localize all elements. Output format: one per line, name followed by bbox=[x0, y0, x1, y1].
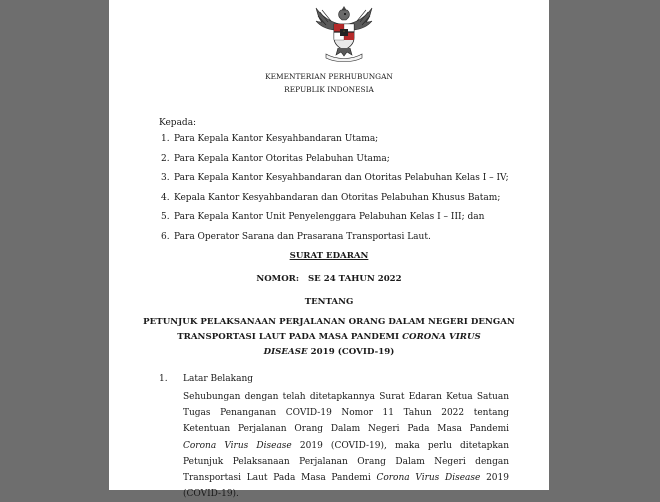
document-number: NOMOR: SE 24 TAHUN 2022 bbox=[256, 274, 402, 284]
section-number: 1. bbox=[159, 374, 168, 384]
list-item: 3. Para Kepala Kantor Kesyahbandaran dan Otoritas Pelabuhan Kelas I – IV; bbox=[161, 173, 509, 184]
about-label: TENTANG bbox=[304, 297, 354, 307]
recipients-label: Kepada: bbox=[159, 118, 197, 128]
list-item: 6. Para Operator Sarana dan Prasarana Transportasi Laut. bbox=[161, 231, 431, 242]
list-item: 4. Kepala Kantor Kesyahbandaran dan Otoritas Pelabuhan Khusus Batam; bbox=[161, 192, 501, 203]
document-subject: PETUNJUK PELAKSANAAN PERJALANAN ORANG DALAM NEGERI DENGAN TRANSPORTASI LAUT PADA MASA PANDEMI CORONA VIRUS DISEASE 2019 (COVID-19) bbox=[143, 317, 515, 357]
list-item: 2. Para Kepala Kantor Otoritas Pelabuhan Utama; bbox=[161, 153, 390, 164]
ministry-name: KEMENTERIAN PERHUBUNGAN bbox=[265, 72, 393, 81]
republic-name: REPUBLIK INDONESIA bbox=[284, 85, 374, 94]
document-page bbox=[109, 0, 549, 500]
section-title: Latar Belakang bbox=[183, 374, 254, 384]
letterhead bbox=[109, 70, 549, 96]
garuda-emblem-icon bbox=[312, 2, 376, 64]
list-item: 5. Para Kepala Kantor Unit Penyelenggara Pelabuhan Kelas I – III; dan bbox=[161, 212, 485, 223]
document-title: SURAT EDARAN bbox=[289, 251, 369, 261]
list-item: 1. Para Kepala Kantor Kesyahbandaran Utama; bbox=[161, 134, 379, 144]
recipients-list bbox=[161, 130, 509, 248]
section-paragraph: Sehubungan dengan telah ditetapkannya Surat Edaran Ketua Satuan Tugas Penanganan COVID-19 Nomor 11 Tahun 2022 tentang Ketentuan Perjalanan Orang Dalam Negeri Pada Masa Pandemi Corona Virus Disease 2019 (COVID-19), maka perlu ditetapkan Petunjuk Pelaksanaan Perjalanan Orang Dalam Negeri dengan Transportasi Laut Pada Masa Pandemi Corona Virus Disease 2019 (COVID-19). bbox=[183, 392, 509, 500]
